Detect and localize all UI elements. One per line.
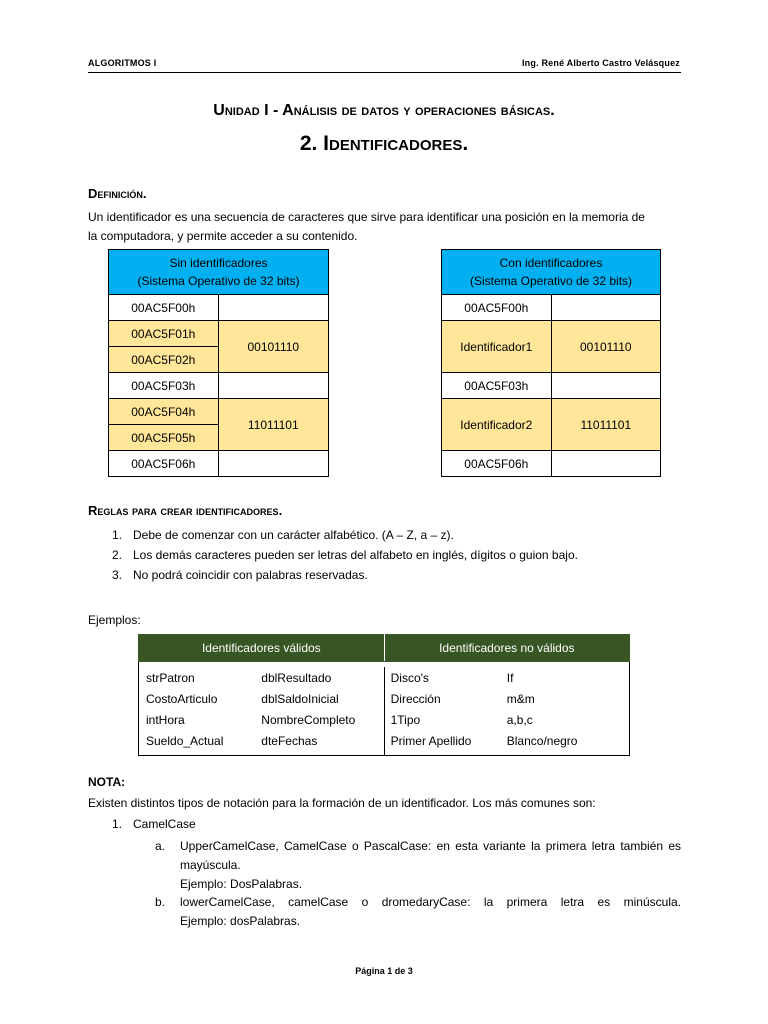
note-intro: Existen distintos tipos de notación para la formación de un identificador. Los más comunes son: bbox=[88, 796, 596, 810]
address-cell: 00AC5F02h bbox=[109, 347, 219, 373]
value-cell bbox=[218, 373, 328, 399]
invalid-header: Identificadores no válidos bbox=[384, 635, 629, 662]
header-divider bbox=[88, 72, 681, 73]
list-item: 2. Los demás caracteres pueden ser letras del alfabeto en inglés, dígitos o guion bajo. bbox=[111, 548, 578, 562]
table-row: strPatron dblResultado Disco's If bbox=[139, 667, 630, 688]
value-cell bbox=[551, 373, 660, 399]
value-cell: 00101110 bbox=[218, 321, 328, 373]
address-cell: 00AC5F06h bbox=[442, 451, 552, 477]
definition-heading: Definición. bbox=[88, 186, 147, 201]
value-cell: 11011101 bbox=[218, 399, 328, 451]
value-cell bbox=[218, 295, 328, 321]
sub-item-letter-a: a. bbox=[155, 839, 166, 853]
identifier-cell: Identificador1 bbox=[442, 321, 552, 373]
address-cell: 00AC5F00h bbox=[109, 295, 219, 321]
sub-item-b: lowerCamelCase, camelCase o dromedaryCase: la primera letra es minúscula. Ejemplo: dosPalabras. bbox=[180, 895, 681, 928]
valid-header: Identificadores válidos bbox=[139, 635, 385, 662]
identifier-cell: Identificador2 bbox=[442, 399, 552, 451]
sub-item-letter-b: b. bbox=[155, 895, 166, 909]
address-cell: 00AC5F04h bbox=[109, 399, 219, 425]
address-cell: 00AC5F03h bbox=[442, 373, 552, 399]
address-cell: 00AC5F06h bbox=[109, 451, 219, 477]
address-cell: 00AC5F03h bbox=[109, 373, 219, 399]
rules-list bbox=[88, 528, 682, 588]
note-list-item: 1. CamelCase bbox=[111, 817, 196, 831]
address-cell: 00AC5F01h bbox=[109, 321, 219, 347]
sub-item-a: UpperCamelCase, CamelCase o PascalCase: en esta variante la primera letra también es mayúscula. Ejemplo: DosPalabras. bbox=[180, 839, 681, 891]
table-without-identifiers bbox=[108, 249, 329, 477]
table-row: Sueldo_Actual dteFechas Primer Apellido Blanco/negro bbox=[139, 730, 630, 751]
value-cell: 11011101 bbox=[551, 399, 660, 451]
rules-heading: Reglas para crear identificadores. bbox=[88, 503, 283, 518]
table-row: CostoArticulo dblSaldoInicial Dirección m&m bbox=[139, 688, 630, 709]
table-con-header: Con identificadores (Sistema Operativo de 32 bits) bbox=[442, 250, 661, 295]
examples-table bbox=[138, 634, 630, 756]
table-with-identifiers bbox=[441, 249, 661, 477]
table-sin-header: Sin identificadores (Sistema Operativo de 32 bits) bbox=[109, 250, 329, 295]
page-footer: Página 1 de 3 bbox=[355, 966, 413, 976]
header-course: ALGORITMOS I bbox=[88, 58, 157, 68]
definition-line-2: la computadora, y permite acceder a su contenido. bbox=[88, 229, 358, 243]
list-item: 3. No podrá coincidir con palabras reservadas. bbox=[111, 568, 368, 582]
header-author: Ing. René Alberto Castro Velásquez bbox=[521, 58, 680, 68]
address-cell: 00AC5F05h bbox=[109, 425, 219, 451]
value-cell: 00101110 bbox=[551, 321, 660, 373]
address-cell: 00AC5F00h bbox=[442, 295, 552, 321]
table-row: intHora NombreCompleto 1Tipo a,b,c bbox=[139, 709, 630, 730]
note-heading: NOTA: bbox=[88, 775, 126, 789]
definition-paragraph bbox=[88, 208, 682, 246]
examples-label: Ejemplos: bbox=[88, 613, 141, 627]
definition-line-1: Un identificador es una secuencia de caracteres que sirve para identificar una posición en la memoria de bbox=[88, 210, 645, 224]
unit-title: Unidad I - Análisis de datos y operaciones básicas. bbox=[213, 102, 555, 119]
value-cell bbox=[218, 451, 328, 477]
section-title: 2. Identificadores. bbox=[299, 132, 469, 155]
value-cell bbox=[551, 451, 660, 477]
list-item: 1. Debe de comenzar con un carácter alfabético. (A – Z, a – z). bbox=[111, 528, 454, 542]
value-cell bbox=[551, 295, 660, 321]
